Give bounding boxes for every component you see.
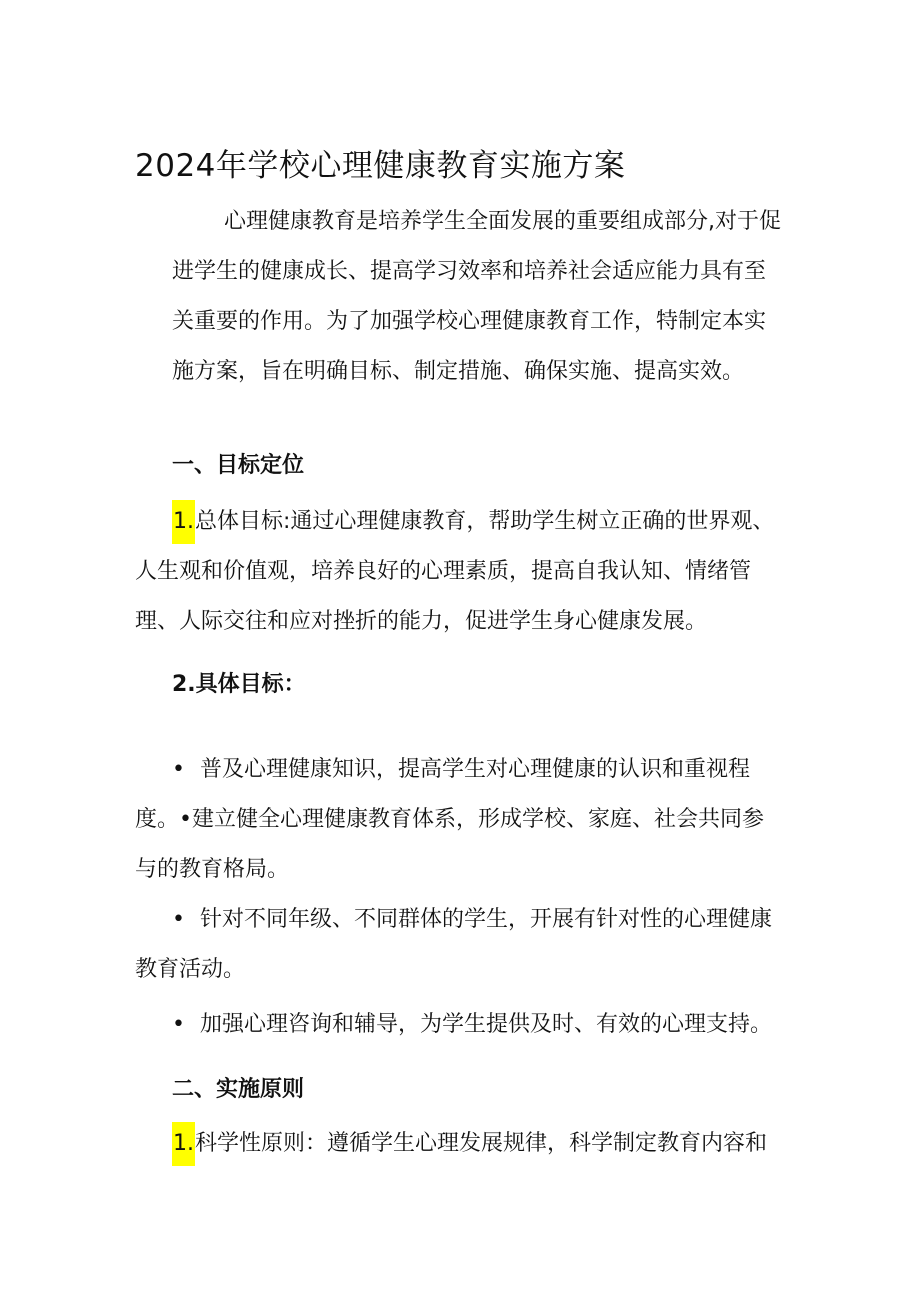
highlighted-number: 1. [172, 1122, 195, 1166]
bullet-item-1 [135, 745, 785, 895]
principle-paragraph [135, 1119, 785, 1169]
goal-overall-text: 总体目标:通过心理健康教育，帮助学生树立正确的世界观、人生观和价值观，培养良好的心理素质，提高自我认知、情绪管理、人际交往和应对挫折的能力，促进学生身心健康发展。 [135, 509, 775, 634]
bullet-icon: • [172, 907, 185, 932]
specific-goals-heading: 2.具体目标： [172, 672, 306, 697]
section-heading-principles: 二、实施原则 [172, 1077, 305, 1102]
bullet-text-2: 针对不同年级、不同群体的学生，开展有针对性的心理健康教育活动。 [135, 907, 773, 982]
intro-paragraph: 心理健康教育是培养学生全面发展的重要组成部分,对于促进学生的健康成长、提高学习效率和培养社会适应能力具有至关重要的作用。为了加强学校心理健康教育工作，特制定本实施方案，旨在明确目标、制定措施、确保实施、提高实效。 [172, 209, 781, 384]
bullet-icon: • [172, 1012, 185, 1037]
document-title: 2024年学校心理健康教育实施方案 [135, 148, 626, 184]
bullet-text-1: 普及心理健康知识，提高学生对心理健康的认识和重视程度。•建立健全心理健康教育体系，形成学校、家庭、社会共同参与的教育格局。 [135, 757, 764, 882]
bullet-item-2 [135, 895, 785, 995]
bullet-icon: • [172, 757, 185, 782]
bullet-text-3: 加强心理咨询和辅导，为学生提供及时、有效的心理支持。 [200, 1012, 773, 1037]
highlighted-number: 1. [172, 500, 195, 544]
goal-overall-paragraph [135, 497, 785, 647]
principle-text: 科学性原则：遵循学生心理发展规律，科学制定教育内容和 [195, 1131, 768, 1156]
bullet-item-3 [135, 1000, 785, 1050]
section-heading-goals: 一、目标定位 [172, 453, 305, 478]
